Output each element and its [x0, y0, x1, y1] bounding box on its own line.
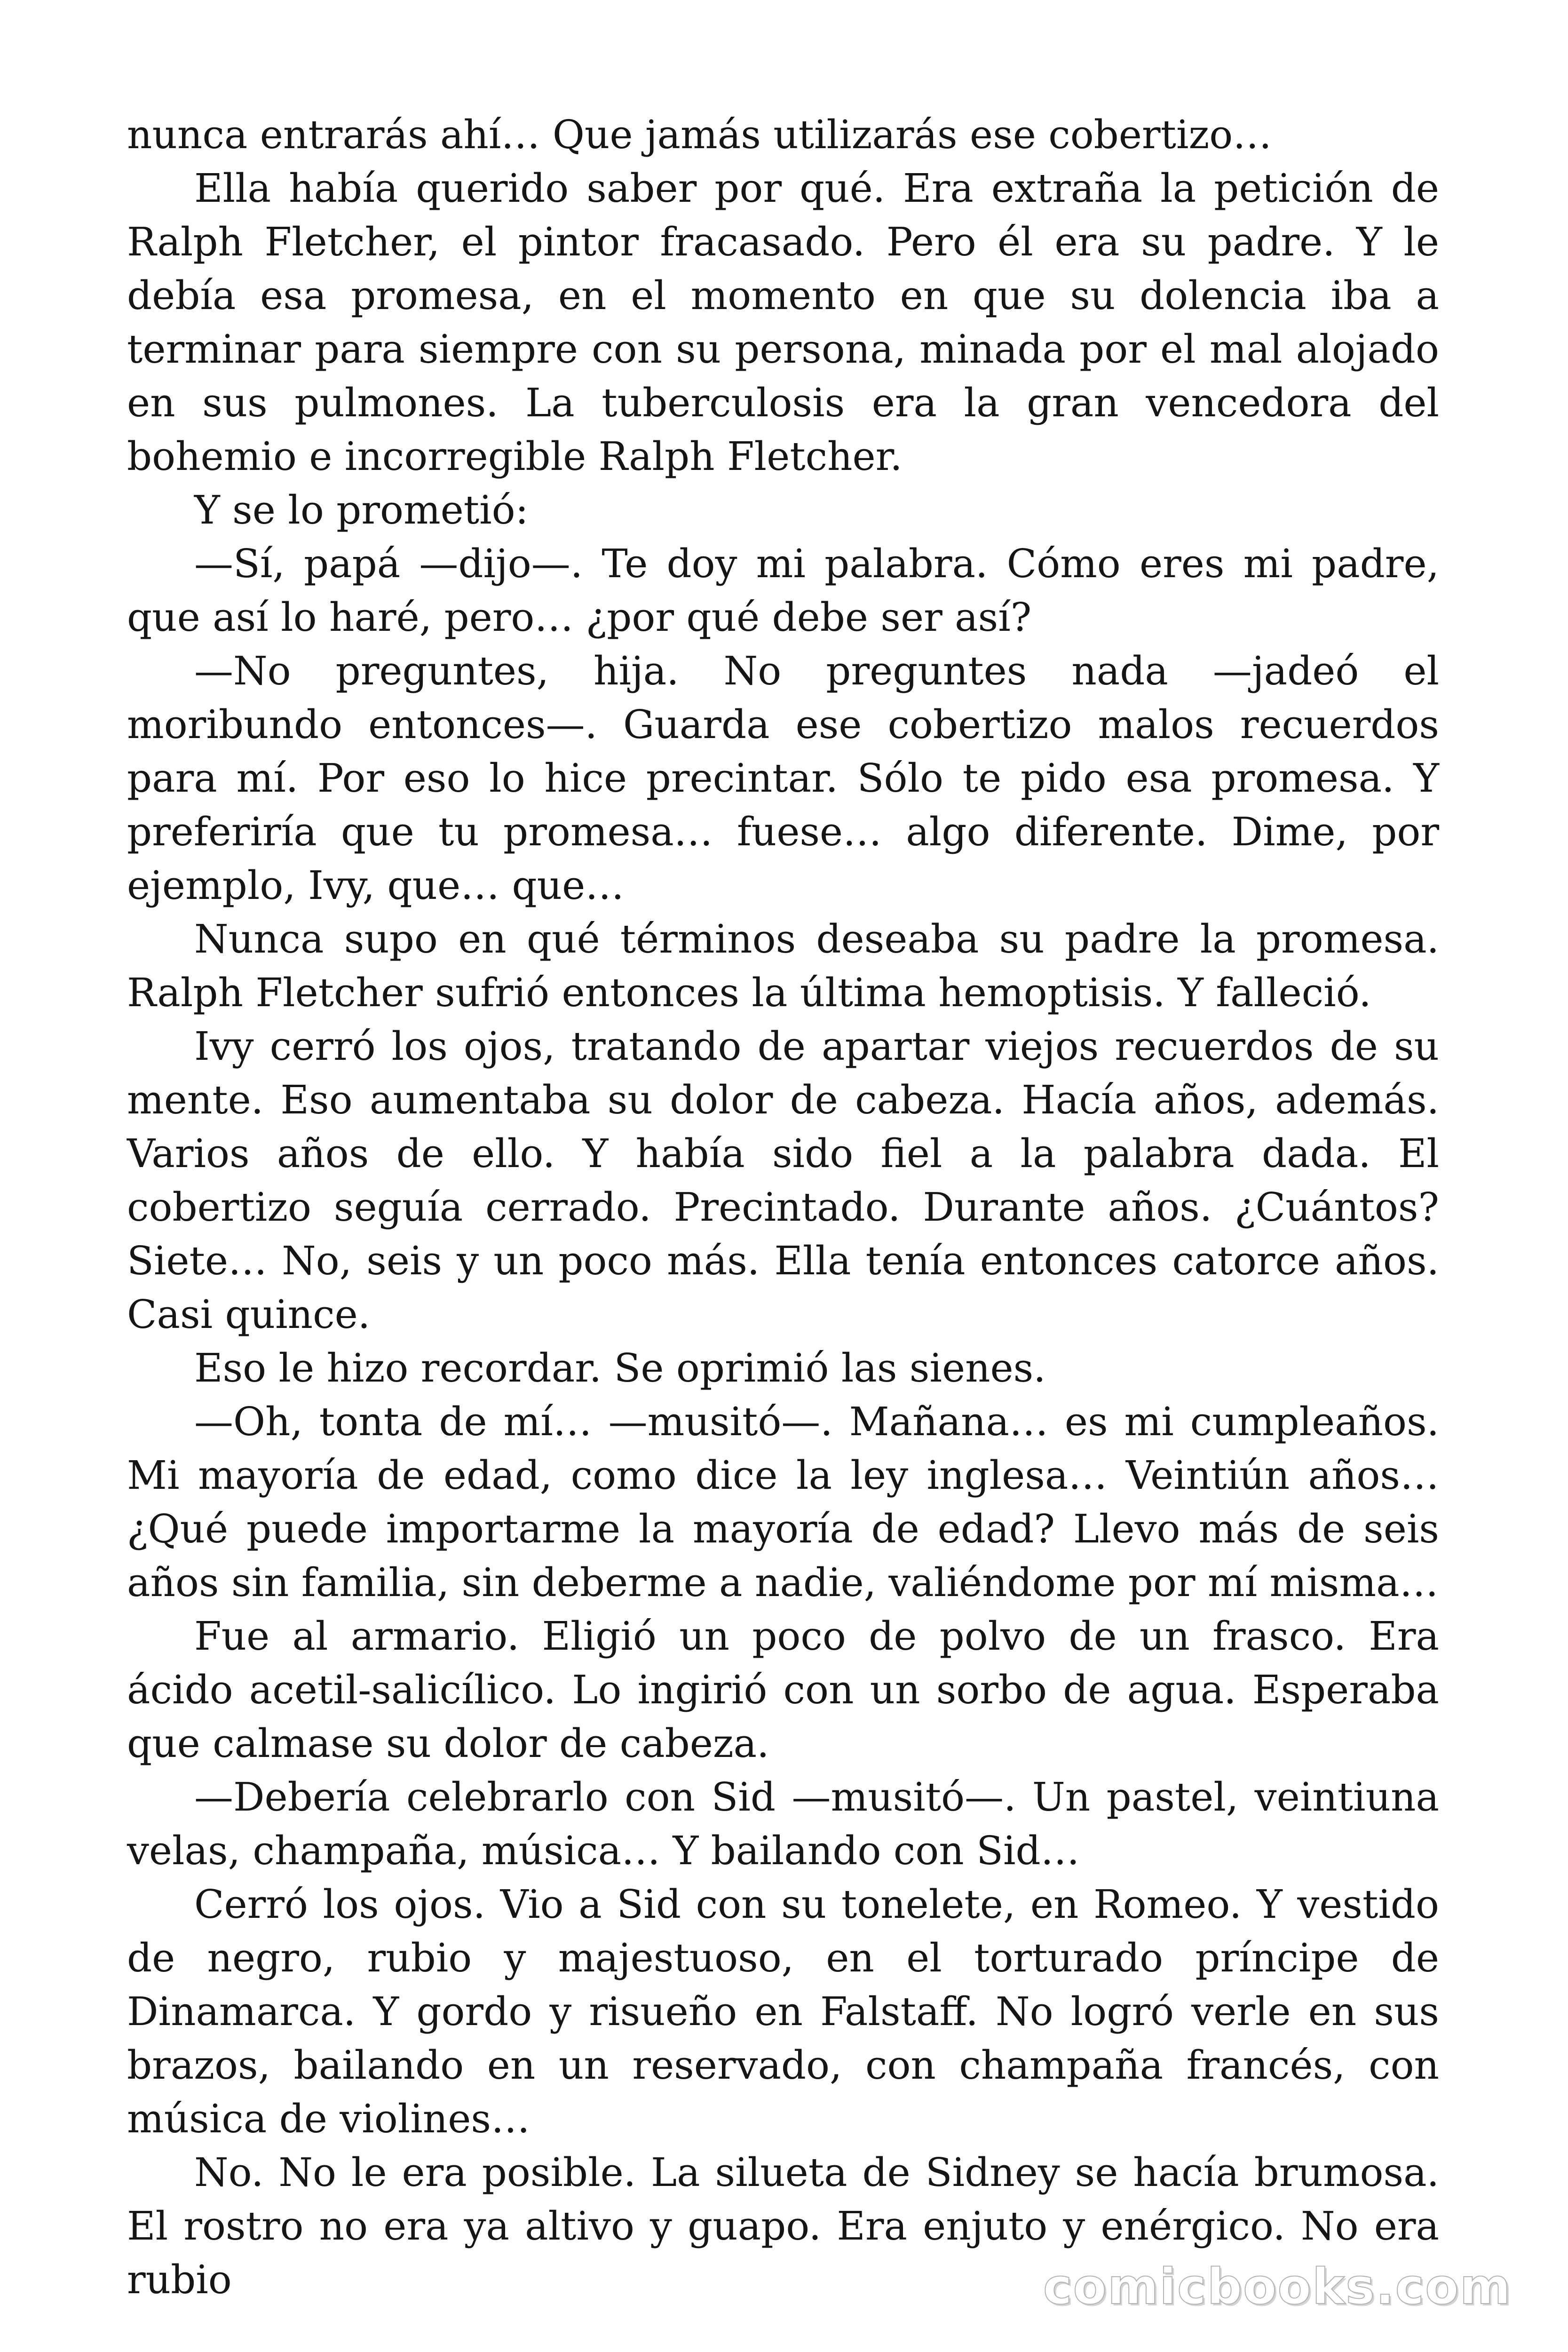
paragraph: Ivy cerró los ojos, tratando de apartar viejos recuerdos de su mente. Eso aumentaba su dolor de cabeza. Hacía años, además. Varios años de ello. Y había sido fiel a la palabra dada. El cobertizo seguía cerrado. Precintado. Durante años. ¿Cuántos? Siete… No, seis y un poco más. Ella tenía entonces catorce años. Casi quince.: [127, 1024, 1439, 1337]
paragraph: Eso le hizo recordar. Se oprimió las sienes.: [194, 1345, 1046, 1391]
paragraph: Ella había querido saber por qué. Era extraña la petición de Ralph Fletcher, el pintor fracasado. Pero él era su padre. Y le debía esa promesa, en el momento en que su dolencia iba a terminar para siempre con su persona, minada por el mal alojado en sus pulmones. La tuberculosis era la gran vencedora del bohemio e incorregible Ralph Fletcher.: [127, 166, 1439, 479]
paragraph: Cerró los ojos. Vio a Sid con su tonelete, en Romeo. Y vestido de negro, rubio y majestuoso, en el torturado príncipe de Dinamarca. Y gordo y risueño en Falstaff. No logró verle en sus brazos, bailando en un reservado, con champaña francés, con música de violines…: [127, 1882, 1439, 2142]
book-page-text: [127, 108, 1439, 2307]
paragraph: nunca entrarás ahí… Que jamás utilizarás ese cobertizo…: [127, 112, 1272, 158]
paragraph: Fue al armario. Eligió un poco de polvo de un frasco. Era ácido acetil-salicílico. Lo ingirió con un sorbo de agua. Esperaba que calmase su dolor de cabeza.: [127, 1613, 1439, 1766]
watermark: comicbooks.com: [1043, 2258, 1512, 2315]
paragraph: No. No le era posible. La silueta de Sidney se hacía brumosa. El rostro no era ya altivo y guapo. Era enjuto y enérgico. No era rubio: [127, 2150, 1439, 2303]
paragraph: —Debería celebrarlo con Sid —musitó—. Un pastel, veintiuna velas, champaña, música… Y bailando con Sid…: [127, 1774, 1439, 1874]
paragraph: Y se lo prometió:: [194, 487, 529, 533]
paragraph: Nunca supo en qué términos deseaba su padre la promesa. Ralph Fletcher sufrió entonces la última hemoptisis. Y falleció.: [127, 916, 1439, 1016]
paragraph: —No preguntes, hija. No preguntes nada —jadeó el moribundo entonces—. Guarda ese cobertizo malos recuerdos para mí. Por eso lo hice precintar. Sólo te pido esa promesa. Y preferiría que tu promesa… fuese… algo diferente. Dime, por ejemplo, Ivy, que… que…: [127, 648, 1439, 908]
paragraph: —Oh, tonta de mí… —musitó—. Mañana… es mi cumpleaños. Mi mayoría de edad, como dice la ley inglesa… Veintiún años… ¿Qué puede importarme la mayoría de edad? Llevo más de seis años sin familia, sin deberme a nadie, valiéndome por mí misma…: [127, 1399, 1439, 1605]
paragraph: —Sí, papá —dijo—. Te doy mi palabra. Cómo eres mi padre, que así lo haré, pero… ¿por qué debe ser así?: [127, 541, 1439, 640]
